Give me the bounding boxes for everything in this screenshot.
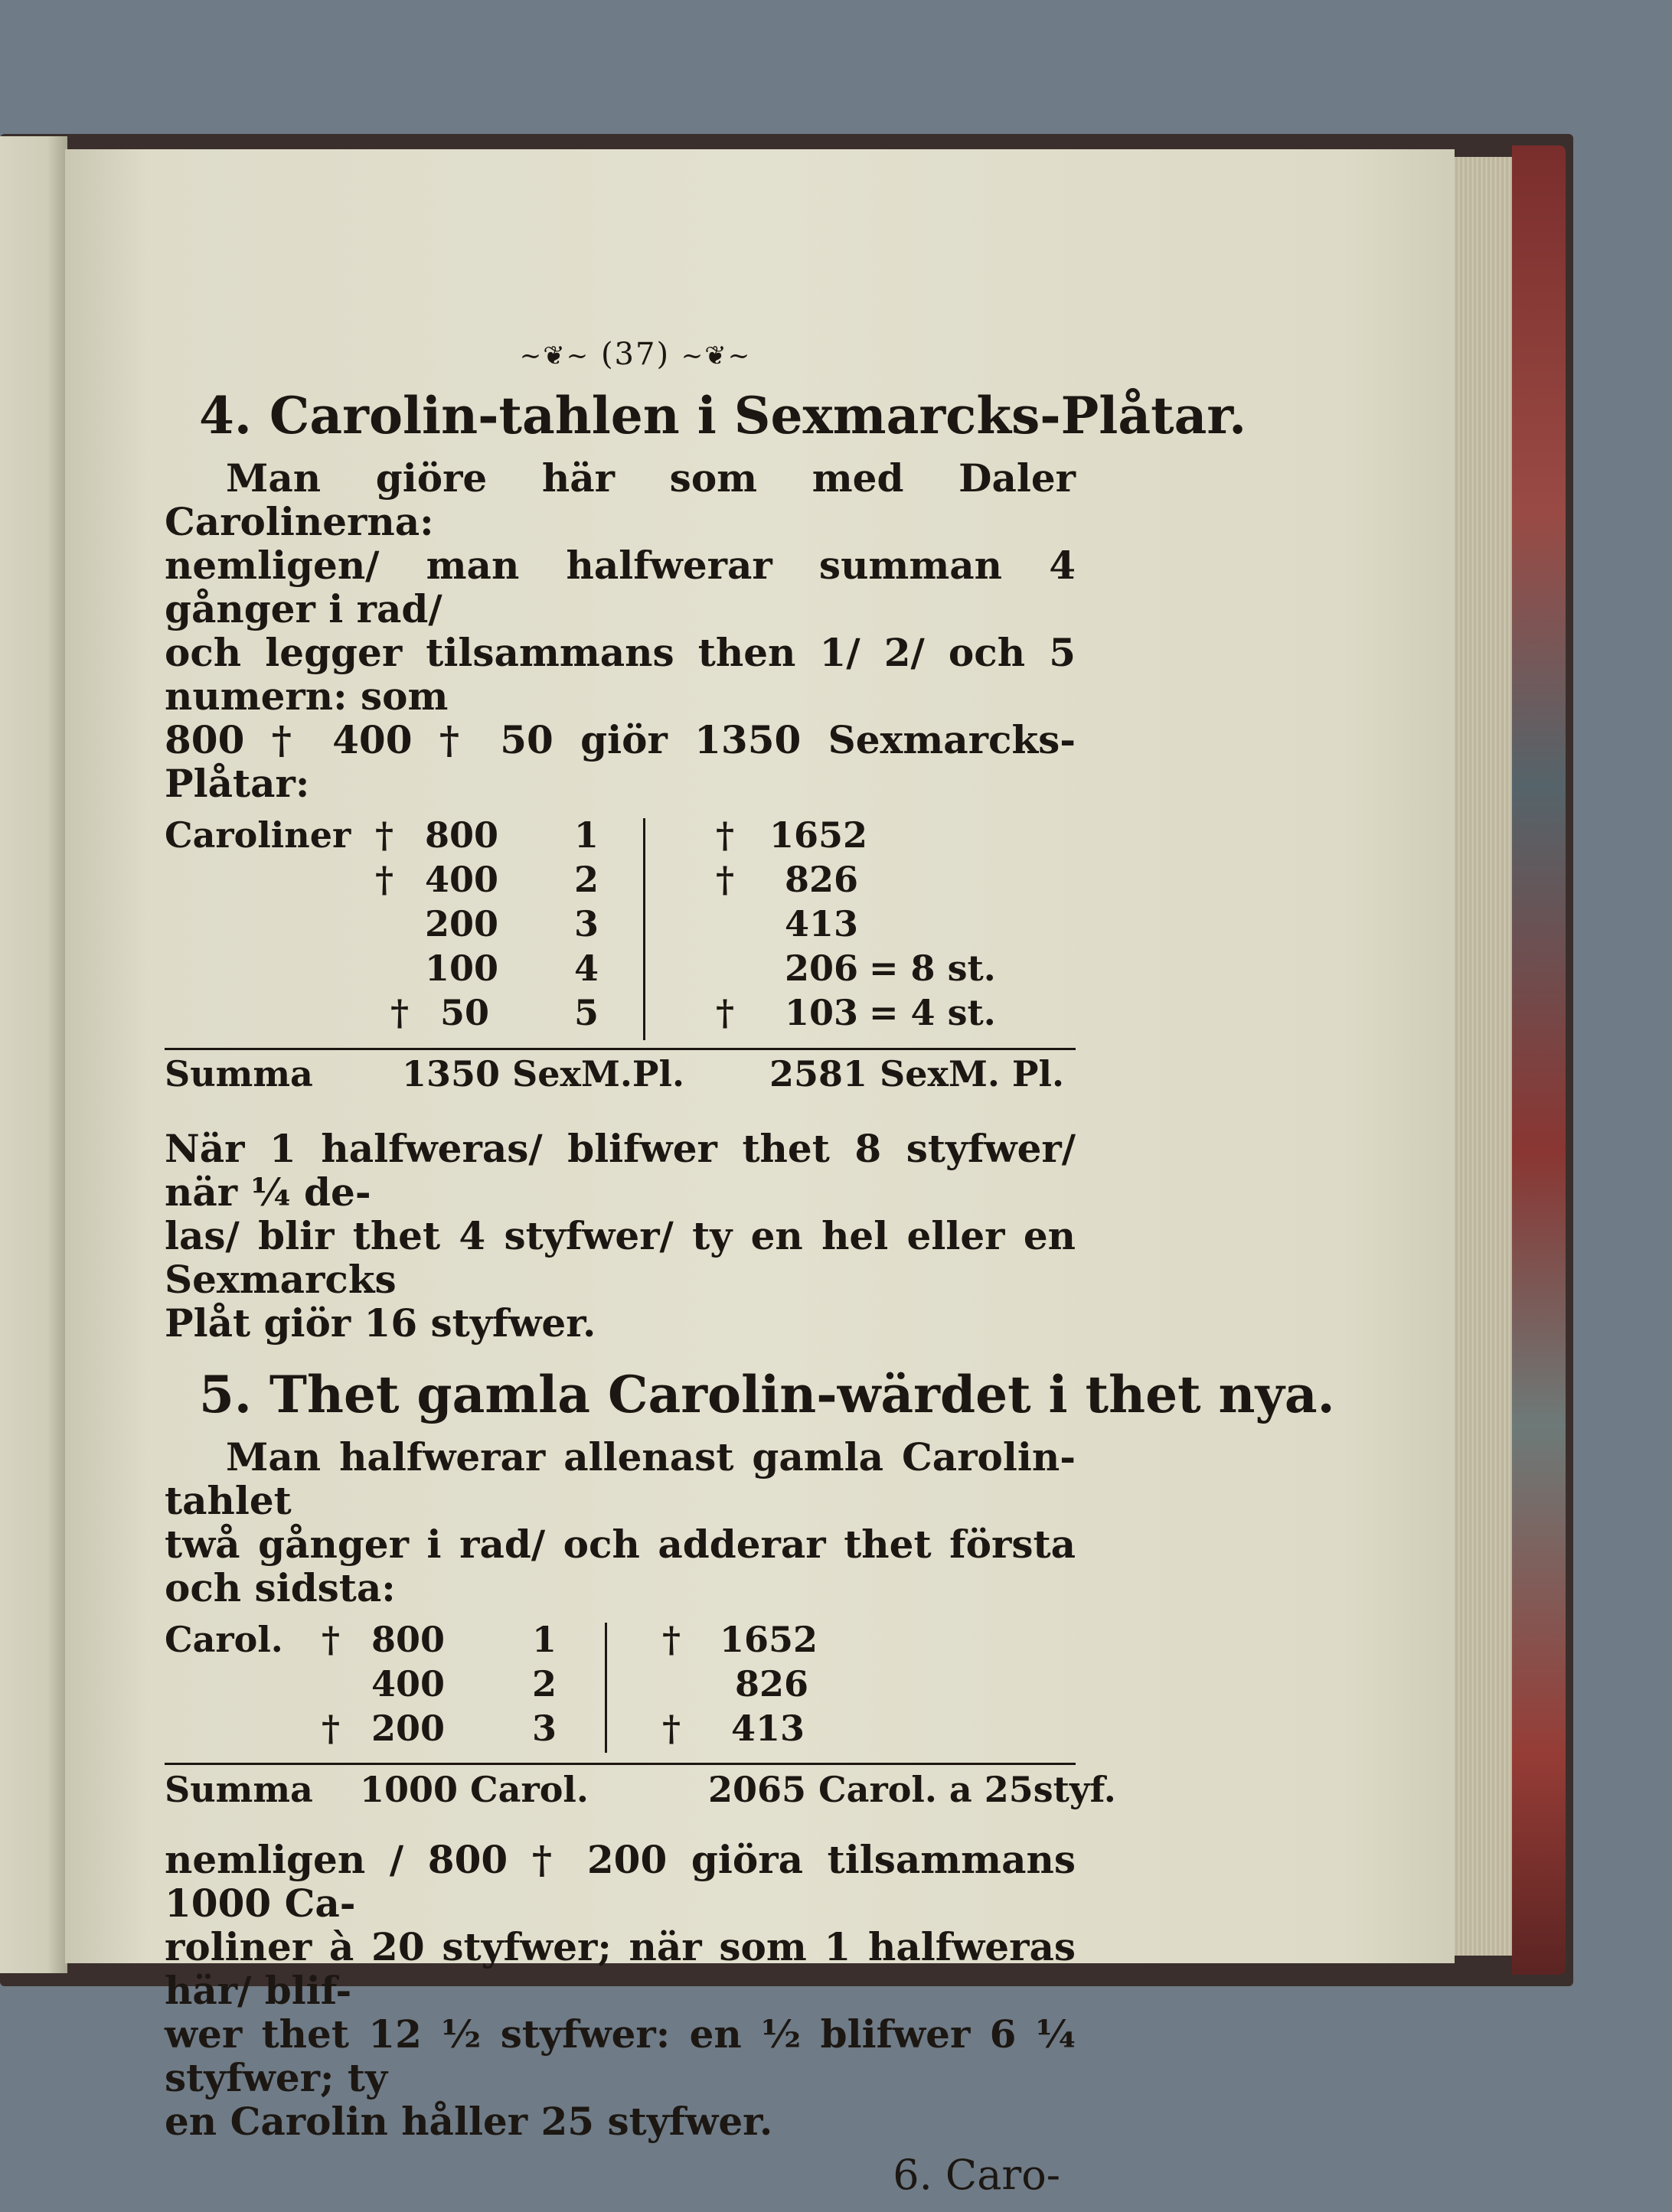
- calc-half: 826: [735, 1663, 809, 1705]
- calc-value: 400: [371, 1663, 446, 1705]
- summa-right: 2581 SexM. Pl.: [769, 1053, 1064, 1095]
- mark-left: †: [375, 814, 394, 856]
- sum-rule: [165, 1763, 1076, 1765]
- page-header: [195, 337, 1076, 383]
- calc-value: 200: [371, 1708, 446, 1749]
- calc-index: 5: [574, 992, 599, 1033]
- left-page-edge: [0, 136, 67, 1973]
- summa-left: 1350 SexM.Pl.: [402, 1053, 684, 1095]
- note-line: las/ blir thet 4 styfwer/ ty en hel eller en Sexmarcks: [165, 1213, 1076, 1302]
- calc-index: 3: [532, 1708, 557, 1749]
- section-5-heading: 5. Thet gamla Carolin-wärdet i thet nya.: [199, 1365, 1335, 1424]
- calc-index: 4: [574, 948, 599, 989]
- calc-half: 103: [785, 992, 859, 1033]
- page-edges: [1455, 157, 1512, 1956]
- right-ornament-icon: ~❦~: [681, 341, 752, 371]
- calc-value: 200: [425, 903, 499, 945]
- section-4-note: [165, 1127, 1076, 1345]
- page-number: (37): [600, 337, 671, 372]
- calc-index: 3: [574, 903, 599, 945]
- calc-value: 800: [371, 1619, 446, 1660]
- page-content: [165, 337, 1335, 2212]
- note-line: wer thet 12 ½ styfwer: en ½ blifwer 6 ¼ styfwer; ty: [165, 2011, 1076, 2100]
- left-ornament-icon: ~❦~: [519, 341, 590, 371]
- calc-note: = 8 st.: [869, 948, 996, 989]
- mark-right: †: [716, 814, 735, 856]
- section-4-calculation: [165, 814, 1076, 1105]
- calc-half: 826: [785, 859, 859, 900]
- summa-label: Summa: [165, 1053, 313, 1095]
- mark-left: †: [322, 1708, 341, 1749]
- calc-value: 50: [440, 992, 490, 1033]
- note-line: roliner à 20 styfwer; när som 1 halfweras här/ blif-: [165, 1924, 1076, 2013]
- section-4-heading: 4. Carolin-tahlen i Sexmarcks-Plåtar.: [199, 386, 1247, 445]
- mark-right: †: [716, 859, 735, 900]
- intro-line: Man giöre här som med Daler Carolinerna:: [165, 455, 1076, 544]
- calc-value: 800: [425, 814, 499, 856]
- mark-left: †: [375, 859, 394, 900]
- calc-half: 206: [785, 948, 859, 989]
- mark-right: †: [662, 1619, 681, 1660]
- summa-left: 1000 Carol.: [360, 1769, 589, 1810]
- note-line: nemligen / 800 † 200 giöra tilsammans 1000 Ca-: [165, 1837, 1076, 1926]
- note-line: en Carolin håller 25 styfwer.: [165, 2099, 773, 2144]
- marbled-cover-edge: [1512, 145, 1566, 1975]
- section-5-intro: [165, 1435, 1076, 1610]
- calc-index: 1: [574, 814, 599, 856]
- calc-index: 2: [532, 1663, 557, 1705]
- intro-line: 800 † 400 † 50 giör 1350 Sexmarcks-Plåtar:: [165, 717, 1076, 806]
- intro-line: och legger tilsammans then 1/ 2/ och 5 numern: som: [165, 630, 1076, 719]
- summa-right: 2065 Carol. a 25styf.: [708, 1769, 1116, 1810]
- calc-label: Carol.: [165, 1619, 283, 1660]
- calc-half: 413: [731, 1708, 805, 1749]
- calc-index: 1: [532, 1619, 557, 1660]
- catchword: 6. Caro-: [893, 2151, 1060, 2199]
- calc-value: 100: [425, 948, 499, 989]
- mark-right: †: [662, 1708, 681, 1749]
- intro-line: twå gånger i rad/ och adderar thet första och sidsta:: [165, 1522, 1076, 1610]
- summa-label: Summa: [165, 1769, 313, 1810]
- section-5-calculation: [165, 1619, 1116, 1819]
- calc-index: 2: [574, 859, 599, 900]
- divider-line: [605, 1623, 607, 1753]
- calc-value: 400: [425, 859, 499, 900]
- calc-half: 1652: [769, 814, 868, 856]
- calc-half: 1652: [720, 1619, 818, 1660]
- mark-left: †: [390, 992, 410, 1033]
- calc-label: Caroliner: [165, 814, 351, 856]
- intro-line: Man halfwerar allenast gamla Carolin-tahlet: [165, 1434, 1076, 1523]
- intro-line: nemligen/ man halfwerar summan 4 gånger i rad/: [165, 543, 1076, 631]
- divider-line: [643, 818, 645, 1040]
- calc-half: 413: [785, 903, 859, 945]
- section-5-note: [165, 1838, 1076, 2143]
- note-line: När 1 halfweras/ blifwer thet 8 styfwer/ när ¼ de-: [165, 1126, 1076, 1215]
- sum-rule: [165, 1048, 1076, 1050]
- mark-left: †: [322, 1619, 341, 1660]
- catchword-row: [165, 2151, 1076, 2212]
- calc-note: = 4 st.: [869, 992, 996, 1033]
- section-4-intro: [165, 456, 1076, 805]
- mark-right: †: [716, 992, 735, 1033]
- note-line: Plåt giör 16 styfwer.: [165, 1300, 596, 1346]
